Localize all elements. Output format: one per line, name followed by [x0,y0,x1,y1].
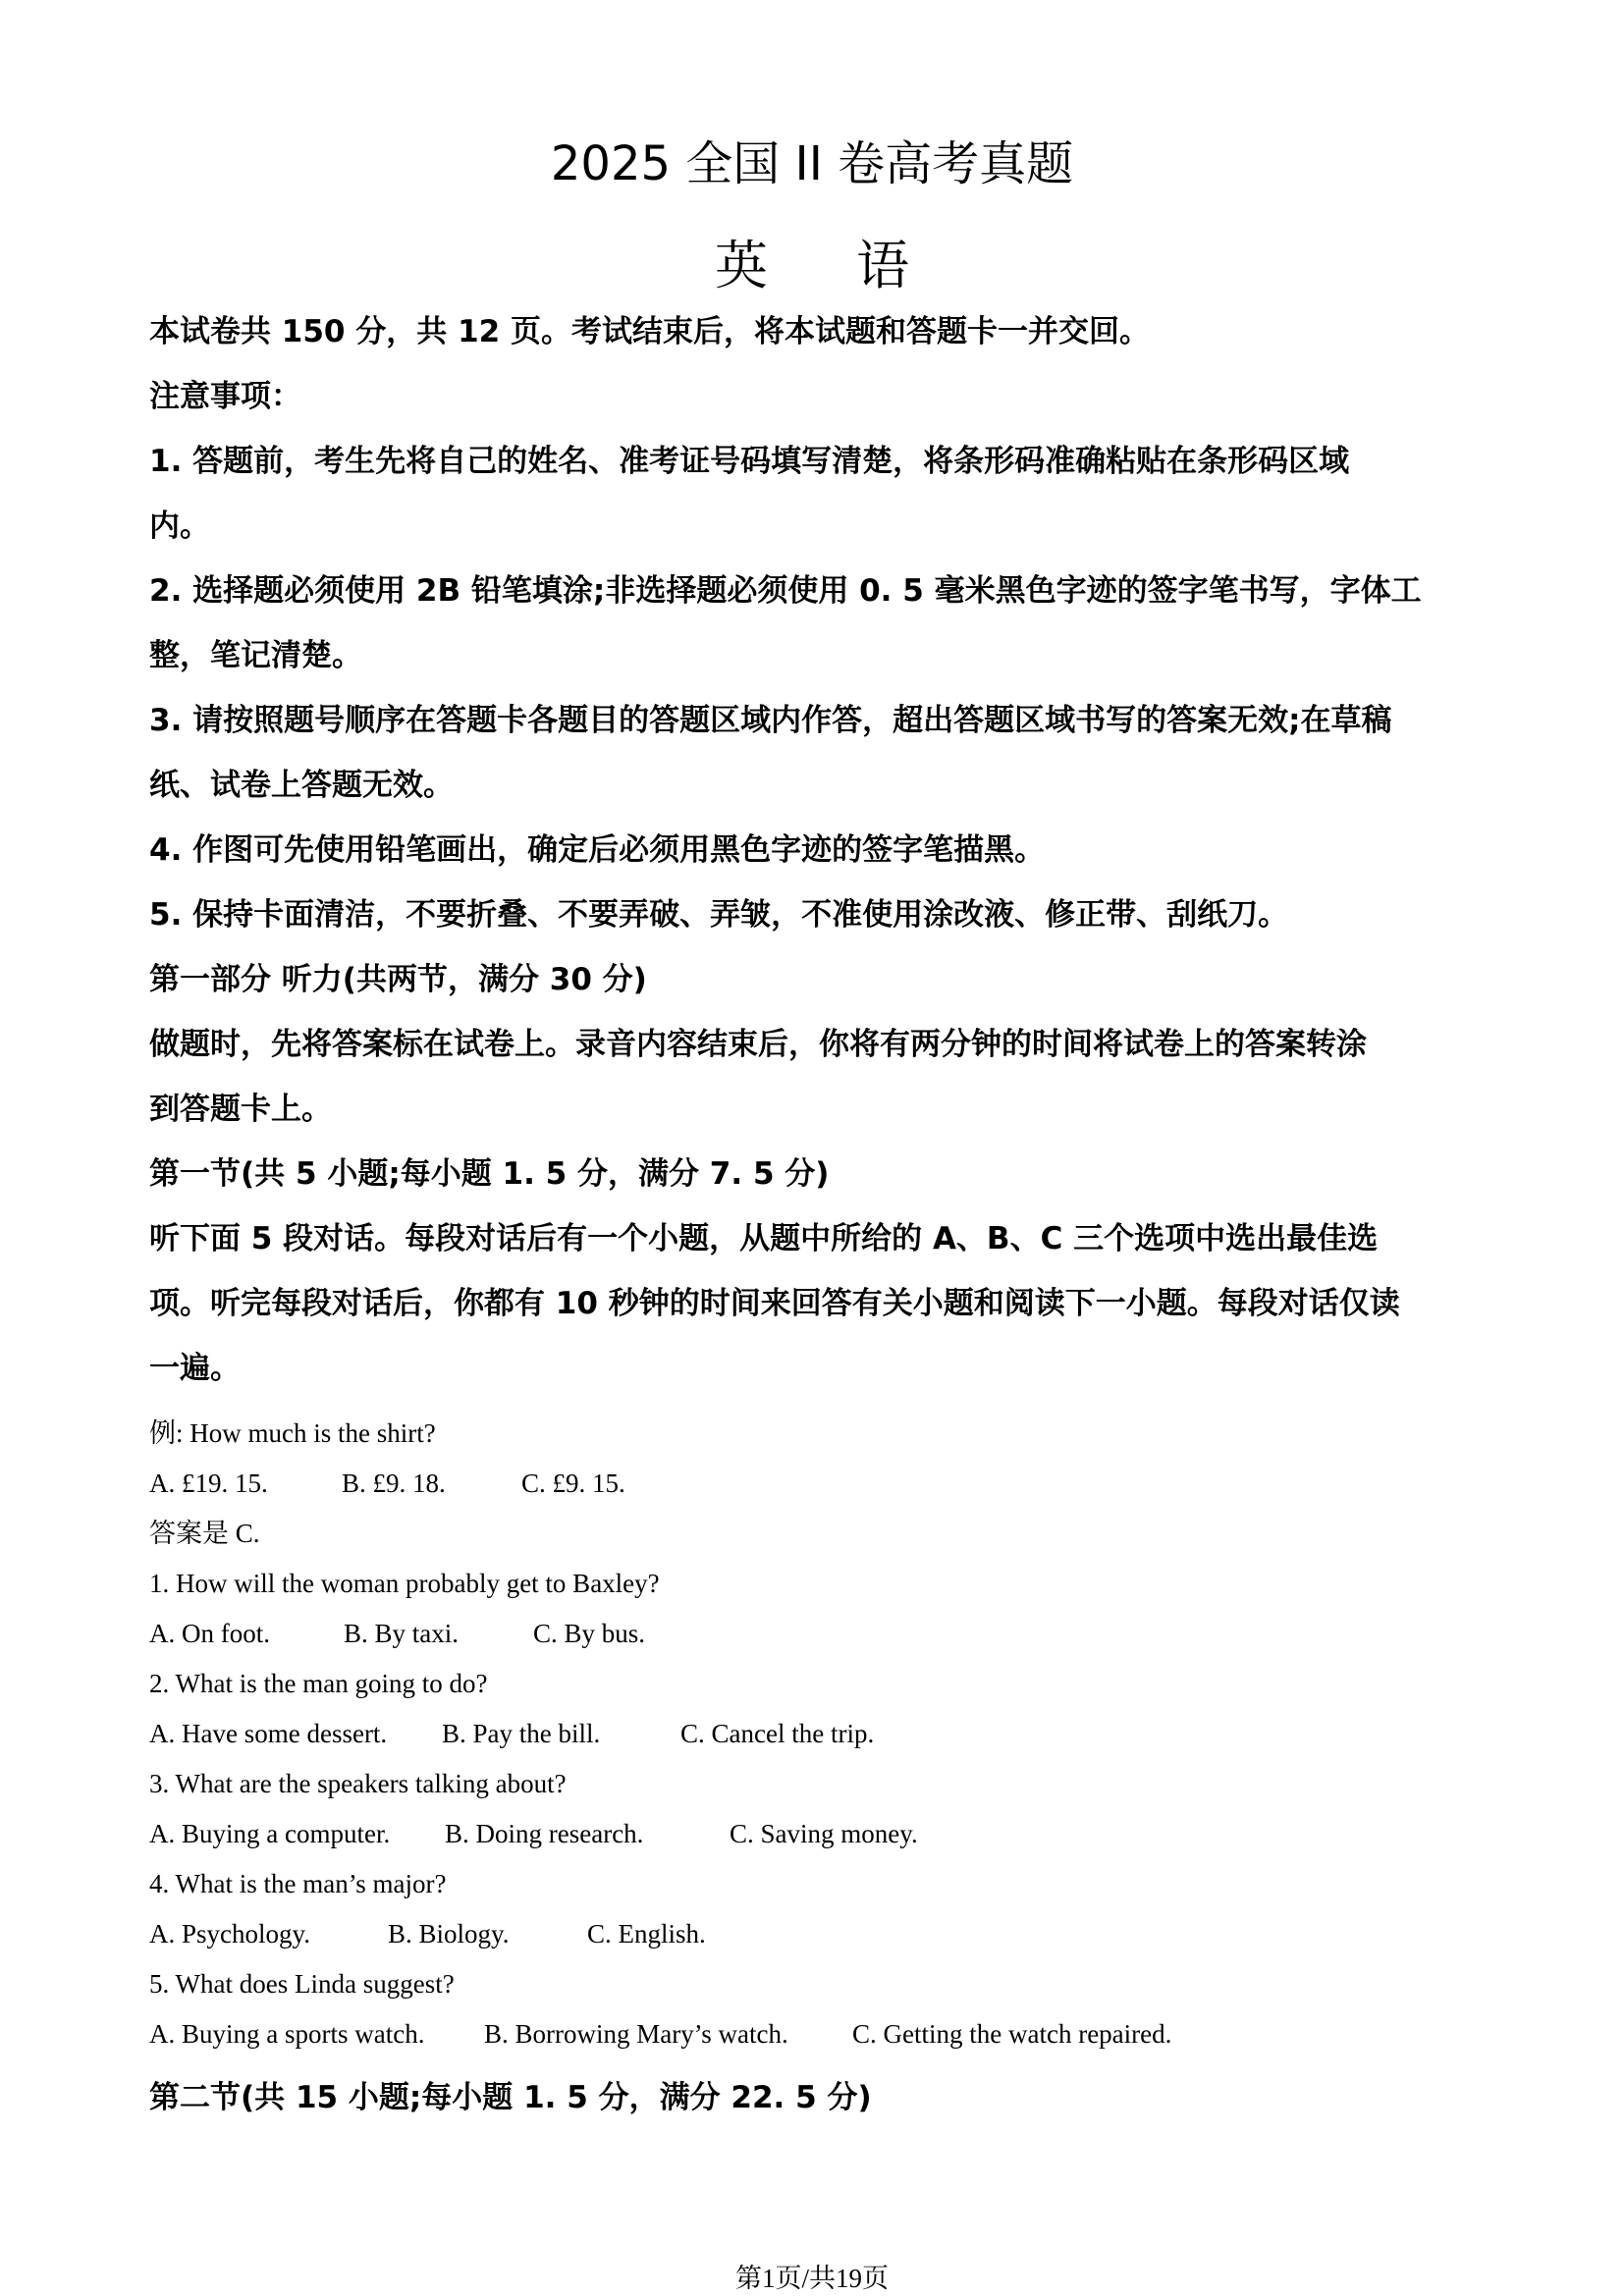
question-4-option-a: A. Psychology. [149,1919,311,1949]
question-4-option-b: B. Biology. [388,1919,510,1949]
notice-heading: 注意事项： [149,379,301,414]
question-2-option-c: C. Cancel the trip. [680,1719,875,1748]
exam-title: 2025 全国 II 卷高考真题 [550,136,1074,191]
example-answer: 答案是 C. [149,1519,260,1548]
notice-item-3-line-1: 3. 请按照题号顺序在答题卡各题目的答题区域内作答，超出答题区域书写的答案无效;在草稿 [149,703,1392,738]
section2-heading: 第二节(共 15 小题;每小题 1. 5 分，满分 22. 5 分) [149,2080,872,2115]
section1-desc-line-2: 项。听完每段对话后，你都有 10 秒钟的时间来回答有关小题和阅读下一小题。每段对话仅读 [149,1286,1400,1321]
question-3-options [149,1817,918,1850]
page-number: 第1页/共19页 [734,2264,889,2293]
question-5: 5. What does Linda suggest? [149,1969,455,1999]
part1-heading: 第一部分 听力(共两节，满分 30 分) [149,962,647,997]
question-5-options [149,2017,1171,2051]
notice-item-4: 4. 作图可先使用铅笔画出，确定后必须用黑色字迹的签字笔描黑。 [149,832,1046,868]
question-3-option-b: B. Doing research. [445,1819,644,1848]
question-5-option-c: C. Getting the watch repaired. [852,2019,1172,2049]
notice-item-3-line-2: 纸、试卷上答题无效。 [149,768,454,803]
question-3: 3. What are the speakers talking about? [149,1769,567,1798]
section1-desc-line-3: 一遍。 [149,1351,241,1386]
notice-item-2-line-2: 整，笔记清楚。 [149,638,362,673]
question-3-option-a: A. Buying a computer. [149,1819,391,1848]
example-option-b: B. £9. 18. [342,1468,446,1498]
part1-desc-line-2: 到答题卡上。 [149,1092,332,1127]
question-3-option-c: C. Saving money. [730,1819,918,1848]
question-5-option-a: A. Buying a sports watch. [149,2019,425,2049]
question-1: 1. How will the woman probably get to Baxley? [149,1569,660,1598]
notice-item-5: 5. 保持卡面清洁，不要折叠、不要弄破、弄皱，不准使用涂改液、修正带、刮纸刀。 [149,897,1289,933]
section1-heading: 第一节(共 5 小题;每小题 1. 5 分，满分 7. 5 分) [149,1156,830,1192]
question-4-option-c: C. English. [587,1919,706,1949]
question-4: 4. What is the man’s major? [149,1869,447,1898]
section1-desc-line-1: 听下面 5 段对话。每段对话后有一个小题，从题中所给的 A、B、C 三个选项中选出最佳选 [149,1221,1379,1256]
subject-title: 英语 [715,235,998,296]
question-1-option-c: C. By bus. [533,1619,646,1648]
example-option-a: A. £19. 15. [149,1468,268,1498]
question-2-option-a: A. Have some dessert. [149,1719,388,1748]
example-option-c: C. £9. 15. [521,1468,625,1498]
question-2-option-b: B. Pay the bill. [442,1719,601,1748]
question-1-option-a: A. On foot. [149,1619,270,1648]
question-2: 2. What is the man going to do? [149,1669,488,1698]
question-5-option-b: B. Borrowing Mary’s watch. [484,2019,788,2049]
notice-item-1-line-2: 内。 [149,508,210,544]
exam-intro: 本试卷共 150 分，共 12 页。考试结束后，将本试题和答题卡一并交回。 [149,314,1151,349]
notice-item-2-line-1: 2. 选择题必须使用 2B 铅笔填涂;非选择题必须使用 0. 5 毫米黑色字迹的签字笔书写，字体工 [149,573,1422,609]
question-1-options [149,1617,645,1650]
example-options [149,1467,625,1500]
question-1-option-b: B. By taxi. [344,1619,460,1648]
example-question: 例: How much is the shirt? [149,1418,436,1448]
question-2-options [149,1717,874,1750]
notice-item-1-line-1: 1. 答题前，考生先将自己的姓名、准考证号码填写清楚，将条形码准确粘贴在条形码区域 [149,444,1350,479]
part1-desc-line-1: 做题时，先将答案标在试卷上。录音内容结束后，你将有两分钟的时间将试卷上的答案转涂 [149,1027,1367,1062]
question-4-options [149,1917,706,1950]
